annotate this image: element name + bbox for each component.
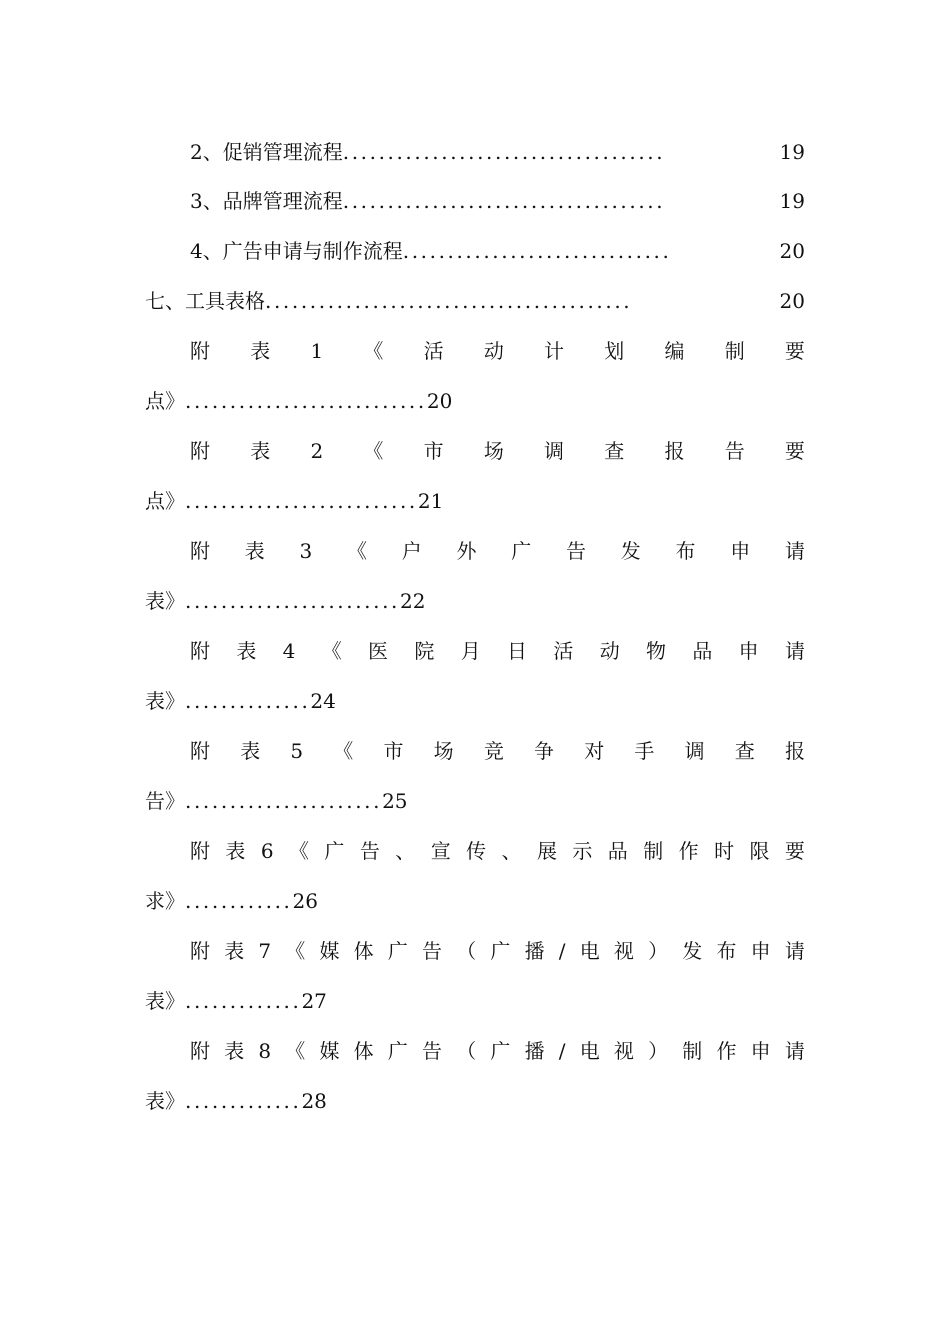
toc-leader-dots: ....................................: [342, 189, 666, 213]
appendix-title-char: 《: [333, 739, 354, 763]
appendix-title-char: 计: [544, 339, 565, 363]
appendix-title-char: 7: [258, 939, 272, 963]
toc-page-number: 22: [399, 589, 426, 613]
appendix-title-char: 动: [599, 639, 620, 663]
appendix-title-tail: 求》: [145, 889, 185, 913]
appendix-title-char: 附: [190, 1039, 210, 1063]
appendix-title-char: 电: [579, 1039, 600, 1063]
appendix-title-char: 市: [423, 439, 444, 463]
appendix-continuation-line: [145, 486, 805, 516]
appendix-title-char: 《: [363, 439, 384, 463]
appendix-title-char: 竞: [483, 739, 504, 763]
appendix-title-char: 调: [544, 439, 565, 463]
toc-leader-dots: .............: [185, 989, 302, 1013]
appendix-title-char: 院: [414, 639, 435, 663]
appendix-title-char: 布: [675, 539, 696, 563]
appendix-title-char: 物: [646, 639, 667, 663]
appendix-title-char: 请: [784, 939, 805, 963]
appendix-title-char: 争: [534, 739, 555, 763]
appendix-title-char: 活: [423, 339, 444, 363]
toc-page-number: 27: [301, 989, 327, 1013]
appendix-title-tail: 表》: [145, 589, 185, 613]
appendix-title-char: 传: [466, 839, 487, 863]
appendix-continuation-line: [145, 386, 805, 416]
appendix-title-char: 品: [692, 639, 713, 663]
appendix-title-char: 广: [387, 939, 408, 963]
appendix-title-char: 对: [584, 739, 605, 763]
appendix-title-char: 广: [490, 939, 511, 963]
appendix-title-char: 媒: [319, 939, 340, 963]
appendix-title-char: 时: [714, 839, 735, 863]
appendix-title-line: [190, 1036, 805, 1066]
appendix-title-char: 限: [749, 839, 770, 863]
appendix-title-char: 电: [579, 939, 600, 963]
appendix-title-char: 8: [258, 1039, 272, 1063]
appendix-title-char: 宣: [430, 839, 451, 863]
appendix-title-tail: 表》: [145, 689, 185, 713]
appendix-continuation-line: [145, 986, 805, 1016]
appendix-title-char: 日: [507, 639, 528, 663]
toc-entry: [145, 286, 805, 316]
appendix-title-char: 示: [572, 839, 593, 863]
appendix-title-char: 媒: [319, 1039, 340, 1063]
appendix-title-char: 广: [324, 839, 345, 863]
appendix-title-line: [190, 836, 805, 866]
appendix-title-char: 制: [724, 339, 745, 363]
toc-entry: [190, 137, 805, 167]
appendix-continuation-line: [145, 886, 805, 916]
appendix-title-char: 表: [224, 939, 245, 963]
appendix-title-char: 医: [368, 639, 389, 663]
appendix-title-tail: 点》: [145, 389, 185, 413]
appendix-title-char: 报: [784, 739, 805, 763]
appendix-title-char: 告: [422, 939, 443, 963]
appendix-continuation-line: [145, 1086, 805, 1116]
appendix-title-char: 6: [260, 839, 274, 863]
toc-page-number: 19: [779, 140, 805, 164]
appendix-title-char: 场: [433, 739, 454, 763]
appendix-title-char: /: [558, 1039, 566, 1063]
toc-leader-dots: ..............................: [402, 239, 672, 263]
appendix-title-char: 广: [511, 539, 532, 563]
appendix-title-char: 展: [536, 839, 557, 863]
appendix-title-char: 告: [565, 539, 586, 563]
appendix-title-char: 品: [607, 839, 628, 863]
appendix-title-tail: 表》: [145, 1089, 185, 1113]
appendix-title-char: 动: [483, 339, 504, 363]
appendix-title-char: 查: [734, 739, 755, 763]
appendix-title-char: 体: [353, 1039, 374, 1063]
toc-entry-label: 3、品牌管理流程: [190, 189, 343, 213]
appendix-title-char: 月: [460, 639, 481, 663]
appendix-title-char: 5: [290, 739, 304, 763]
appendix-title-char: 手: [634, 739, 655, 763]
appendix-title-char: 《: [285, 939, 306, 963]
toc-page-number: 21: [417, 489, 444, 513]
appendix-title-char: 报: [664, 439, 685, 463]
appendix-title-char: 查: [604, 439, 625, 463]
appendix-title-tail: 点》: [145, 489, 185, 513]
appendix-title-char: 视: [613, 1039, 634, 1063]
appendix-title-char: 场: [483, 439, 504, 463]
toc-entry: [190, 236, 805, 266]
appendix-title-char: 制: [643, 839, 664, 863]
appendix-title-char: 发: [620, 539, 641, 563]
appendix-title-char: 制: [682, 1039, 703, 1063]
toc-page-number: 20: [779, 289, 805, 313]
appendix-title-char: 视: [613, 939, 634, 963]
appendix-title-char: 作: [678, 839, 699, 863]
appendix-title-char: 《: [363, 339, 384, 363]
appendix-title-line: [190, 636, 805, 666]
appendix-continuation-line: [145, 586, 805, 616]
toc-entry-label: 七、工具表格: [145, 289, 265, 313]
appendix-title-char: 发: [682, 939, 703, 963]
toc-leader-dots: ............: [185, 889, 293, 913]
toc-page-number: 26: [292, 889, 318, 913]
appendix-title-char: 播: [524, 939, 545, 963]
toc-entry-label: 4、广告申请与制作流程: [190, 239, 403, 263]
appendix-title-char: 《: [321, 639, 342, 663]
appendix-title-char: 申: [730, 539, 751, 563]
appendix-title-char: 告: [724, 439, 745, 463]
appendix-title-tail: 告》: [145, 789, 185, 813]
toc-page-number: 24: [310, 689, 336, 713]
toc-leader-dots: ..........................: [185, 489, 418, 513]
toc-entry: [190, 186, 805, 216]
toc-leader-dots: ......................: [185, 789, 383, 813]
appendix-title-char: 广: [387, 1039, 408, 1063]
appendix-title-char: 要: [784, 839, 805, 863]
appendix-title-char: 表: [250, 339, 271, 363]
appendix-title-char: 表: [250, 439, 271, 463]
appendix-title-tail: 表》: [145, 989, 185, 1013]
appendix-title-char: 表: [244, 539, 265, 563]
appendix-title-line: [190, 336, 805, 366]
appendix-title-char: 要: [784, 439, 805, 463]
appendix-title-char: 附: [190, 439, 210, 463]
appendix-title-char: 申: [750, 939, 771, 963]
appendix-title-char: 附: [190, 939, 210, 963]
appendix-title-line: [190, 536, 805, 566]
appendix-title-line: [190, 936, 805, 966]
toc-leader-dots: .............: [185, 1089, 302, 1113]
appendix-title-char: 《: [289, 839, 309, 863]
appendix-title-char: /: [558, 939, 566, 963]
appendix-title-char: 请: [784, 1039, 805, 1063]
appendix-title-char: 告: [422, 1039, 443, 1063]
appendix-title-char: 户: [401, 539, 422, 563]
appendix-title-char: 作: [716, 1039, 737, 1063]
toc-page-number: 20: [779, 239, 805, 263]
toc-leader-dots: ....................................: [342, 140, 666, 164]
appendix-title-char: 布: [716, 939, 737, 963]
appendix-title-char: （: [456, 1039, 477, 1063]
appendix-title-line: [190, 436, 805, 466]
appendix-title-char: 附: [190, 839, 210, 863]
appendix-title-char: 附: [190, 639, 210, 663]
toc-page-number: 19: [779, 189, 805, 213]
appendix-title-char: 1: [310, 339, 324, 363]
appendix-title-char: 《: [285, 1039, 306, 1063]
appendix-title-char: 编: [664, 339, 685, 363]
appendix-title-char: 表: [236, 639, 257, 663]
appendix-title-char: 附: [190, 339, 210, 363]
appendix-continuation-line: [145, 686, 805, 716]
appendix-title-char: 告: [359, 839, 380, 863]
appendix-title-char: 要: [784, 339, 805, 363]
toc-entry-label: 2、促销管理流程: [190, 140, 343, 164]
toc-page-number: 28: [301, 1089, 327, 1113]
toc-leader-dots: ........................: [185, 589, 400, 613]
appendix-title-char: 市: [383, 739, 404, 763]
appendix-title-char: 3: [299, 539, 313, 563]
toc-leader-dots: .........................................: [265, 289, 633, 313]
appendix-title-line: [190, 736, 805, 766]
appendix-title-char: 申: [750, 1039, 771, 1063]
appendix-title-char: 表: [240, 739, 261, 763]
appendix-title-char: 外: [456, 539, 477, 563]
appendix-continuation-line: [145, 786, 805, 816]
appendix-title-char: 《: [346, 539, 367, 563]
appendix-title-char: 申: [738, 639, 759, 663]
appendix-title-char: 、: [395, 839, 416, 863]
appendix-title-char: 、: [501, 839, 522, 863]
appendix-title-char: 表: [225, 839, 246, 863]
appendix-title-char: （: [456, 939, 477, 963]
appendix-title-char: 2: [310, 439, 324, 463]
toc-leader-dots: ..............: [185, 689, 311, 713]
appendix-title-char: ）: [648, 939, 669, 963]
appendix-title-char: 附: [190, 539, 210, 563]
appendix-title-char: 活: [553, 639, 574, 663]
appendix-title-char: 4: [282, 639, 296, 663]
appendix-title-char: 附: [190, 739, 210, 763]
toc-page-number: 20: [426, 389, 453, 413]
appendix-title-char: ）: [648, 1039, 669, 1063]
appendix-title-char: 播: [524, 1039, 545, 1063]
appendix-title-char: 广: [490, 1039, 511, 1063]
toc-page-number: 25: [382, 789, 408, 813]
appendix-title-char: 请: [785, 639, 805, 663]
appendix-title-char: 划: [604, 339, 625, 363]
appendix-title-char: 调: [684, 739, 705, 763]
toc-leader-dots: ...........................: [185, 389, 427, 413]
appendix-title-char: 体: [353, 939, 374, 963]
appendix-title-char: 请: [784, 539, 805, 563]
appendix-title-char: 表: [224, 1039, 245, 1063]
